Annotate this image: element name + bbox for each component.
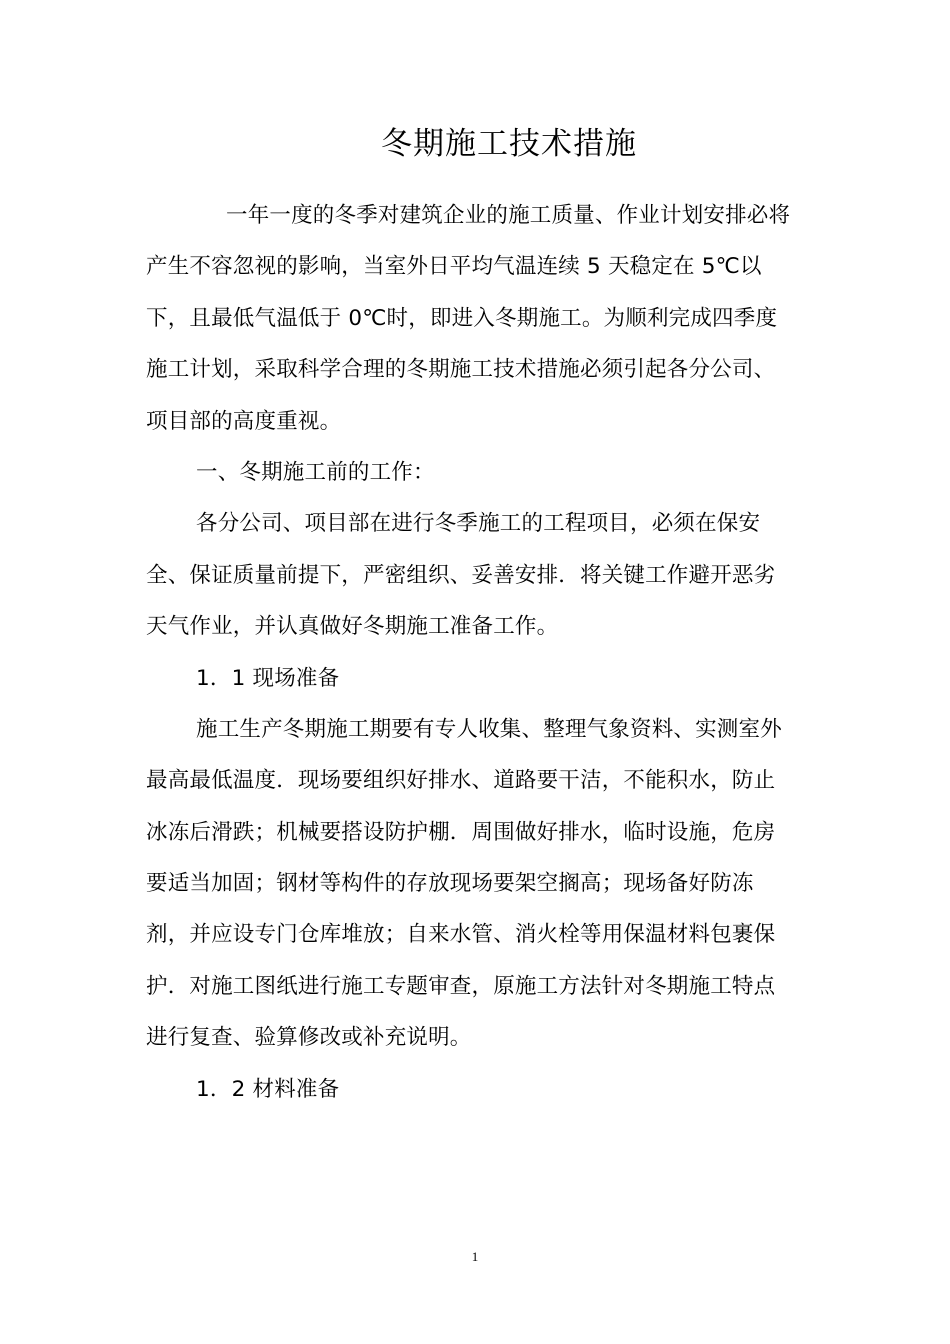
paragraph-line: 施工计划，采取科学合理的冬期施工技术措施必须引起各分公司、 (146, 357, 776, 383)
section-heading: 一、冬期施工前的工作： (196, 459, 435, 485)
paragraph-line: 项目部的高度重视。 (146, 408, 342, 434)
paragraph-line: 护．对施工图纸进行施工专题审查，原施工方法针对冬期施工特点 (146, 973, 776, 999)
paragraph-line: 最高最低温度．现场要组织好排水、道路要干洁，不能积水，防止 (146, 768, 776, 794)
page-number: 1 (471, 1249, 479, 1264)
paragraph-line: 一年一度的冬季对建筑企业的施工质量、作业计划安排必将 (226, 203, 791, 228)
paragraph-line: 全、保证质量前提下，严密组织、妥善安排．将关键工作避开恶劣 (146, 562, 776, 588)
document-body (146, 190, 816, 1115)
subsection-heading: 1．2 材料准备 (196, 1076, 340, 1102)
paragraph-line: 天气作业，并认真做好冬期施工准备工作。 (146, 614, 559, 640)
paragraph-line: 施工生产冬期施工期要有专人收集、整理气象资料、实测室外 (196, 716, 782, 742)
paragraph-line: 各分公司、项目部在进行冬季施工的工程项目，必须在保安 (196, 511, 761, 537)
paragraph-line: 下，且最低气温低于 0℃时，即进入冬期施工。为顺利完成四季度 (146, 305, 778, 331)
document-title: 冬期施工技术措施 (381, 126, 637, 162)
paragraph-line: 要适当加固；钢材等构件的存放现场要架空搁高；现场备好防冻 (146, 871, 754, 897)
subsection-heading: 1．1 现场准备 (196, 665, 340, 691)
paragraph-line: 冰冻后滑跌；机械要搭设防护棚．周围做好排水，临时设施，危房 (146, 819, 776, 845)
paragraph-line: 进行复查、验算修改或补充说明。 (146, 1025, 472, 1051)
paragraph-line: 产生不容忽视的影响，当室外日平均气温连续 5 天稳定在 5℃以 (146, 254, 762, 280)
paragraph-line: 剂，并应设专门仓库堆放；自来水管、消火栓等用保温材料包裹保 (146, 922, 776, 948)
